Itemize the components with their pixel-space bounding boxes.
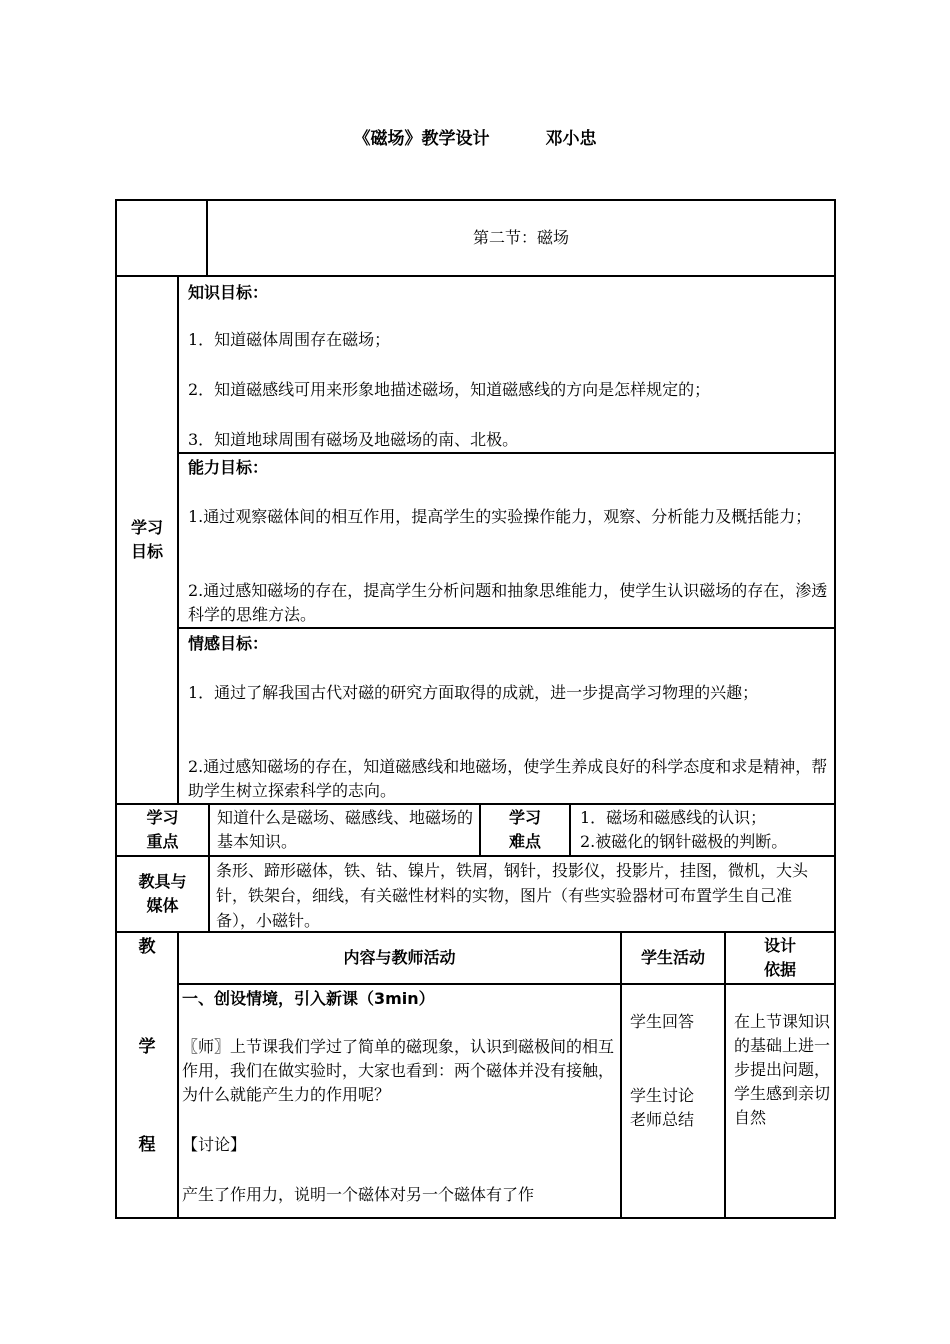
knowledge-goals-heading: 知识目标： [188, 283, 269, 302]
header-design-line1: 设计 [763, 936, 796, 955]
section-title: 第二节：磁场 [472, 228, 569, 247]
emotion-goals-heading: 情感目标： [188, 634, 269, 653]
tools-label [117, 870, 208, 918]
table-border-left [115, 199, 117, 1219]
col-divider [569, 803, 571, 857]
goals-label-line2: 目标 [130, 542, 163, 561]
goals-label [117, 516, 177, 564]
emotion-goal-item: 2.通过感知磁场的存在，知道磁感线和地磁场，使学生养成良好的科学态度和求是精神，帮助学生树立探索科学的志向。 [188, 757, 828, 800]
title-text: 《磁场》教学设计 [353, 129, 490, 149]
ability-goals-heading: 能力目标： [188, 458, 269, 477]
difficulty-label [481, 806, 569, 854]
col-divider [208, 803, 210, 933]
row-divider [177, 983, 836, 985]
row-divider [177, 627, 836, 629]
header-student: 学生活动 [640, 948, 705, 967]
row-divider [115, 275, 836, 277]
knowledge-goal-item: 1．知道磁体周围存在磁场； [188, 330, 391, 349]
step1-title: 一、创设情境，引入新课（3min） [182, 989, 435, 1008]
row-divider [115, 855, 836, 857]
header-design-line2: 依据 [763, 960, 796, 979]
continued-text: 产生了作用力，说明一个磁体对另一个磁体有了作 [182, 1185, 535, 1204]
process-label-char: 教 [138, 937, 156, 957]
col-divider [620, 931, 622, 1219]
table-border-top [115, 199, 836, 201]
process-label-char: 学 [138, 1037, 156, 1057]
focus-label-line1: 学习 [146, 808, 179, 827]
ability-goal-item: 1.通过观察磁体间的相互作用，提高学生的实验操作能力，观察、分析能力及概括能力； [188, 507, 812, 526]
tools-label-line1: 教具与 [138, 872, 187, 891]
col-divider [177, 275, 179, 805]
focus-text: 知道什么是磁场、磁感线、地磁场的基本知识。 [217, 808, 474, 851]
student-activity: 学生讨论 [630, 1086, 695, 1105]
table-border-right [834, 199, 836, 1219]
tools-text: 条形、蹄形磁体，铁、钴、镍片，铁屑，钢针，投影仪，投影片，挂图，微机，大头针，铁架台，细线，有关磁性材料的实物，图片（有些实验器材可布置学生自己准备），小磁针。 [216, 861, 809, 930]
row-divider [177, 452, 836, 454]
tools-label-line2: 媒体 [146, 896, 179, 915]
header-content: 内容与教师活动 [343, 948, 456, 967]
col-divider [177, 931, 179, 1219]
design-basis-text: 在上节课知识的基础上进一步提出问题，学生感到亲切自然 [734, 1012, 831, 1127]
difficulty-label-line2: 难点 [508, 832, 541, 851]
focus-label [117, 806, 208, 854]
author-name: 邓小忠 [545, 129, 597, 149]
student-activity: 老师总结 [630, 1110, 695, 1129]
difficulty-item: 1．磁场和磁感线的认识； [580, 808, 767, 827]
process-label-char: 程 [138, 1135, 156, 1155]
emotion-goal-item: 1．通过了解我国古代对磁的研究方面取得的成就，进一步提高学习物理的兴趣； [188, 683, 759, 702]
document-title [0, 124, 950, 149]
knowledge-goal-item: 3．知道地球周围有磁场及地磁场的南、北极。 [188, 430, 519, 449]
difficulty-item: 2.被磁化的钢针磁极的判断。 [580, 832, 788, 851]
focus-label-line2: 重点 [146, 832, 179, 851]
difficulty-label-line1: 学习 [508, 808, 541, 827]
header-design [726, 934, 834, 982]
student-activity: 学生回答 [630, 1012, 695, 1031]
goals-label-line1: 学习 [130, 518, 163, 537]
table-border-bottom [115, 1217, 836, 1219]
discussion-label: 【讨论】 [182, 1135, 247, 1154]
row-divider [115, 803, 836, 805]
knowledge-goal-item: 2．知道磁感线可用来形象地描述磁场，知道磁感线的方向是怎样规定的； [188, 380, 711, 399]
teacher-text: 〖师〗上节课我们学过了简单的磁现象，认识到磁极间的相互作用，我们在做实验时，大家也看到：两个磁体并没有接触，为什么就能产生力的作用呢？ [182, 1037, 615, 1104]
ability-goal-item: 2.通过感知磁场的存在，提高学生分析问题和抽象思维能力，使学生认识磁场的存在，渗透科学的思维方法。 [188, 581, 828, 624]
